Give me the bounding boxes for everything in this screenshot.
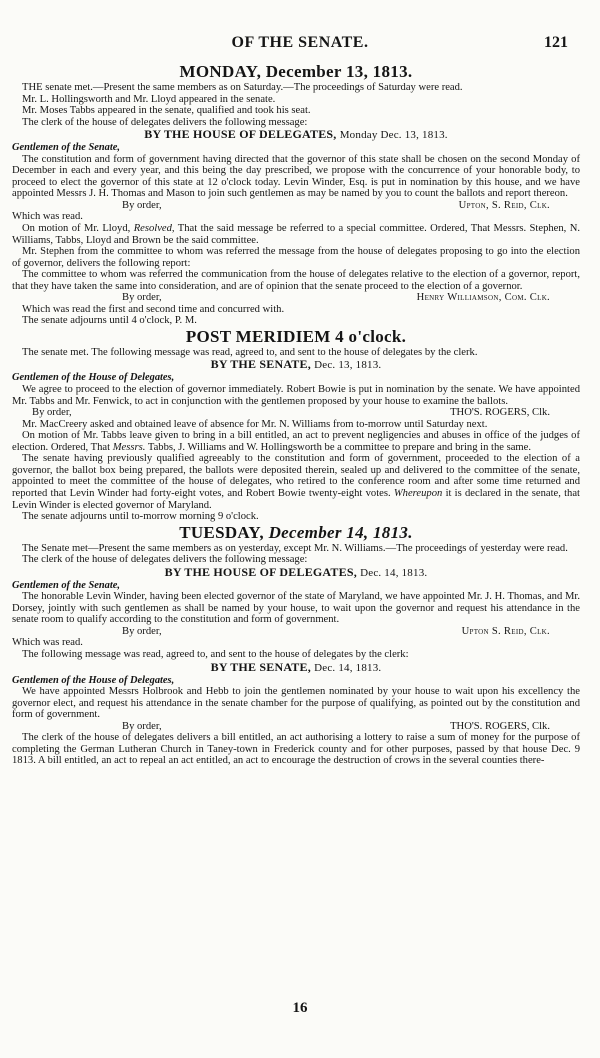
report-signature: By order, Henry Williamson, Com. Clk. [122, 292, 550, 304]
running-title: OF THE SENATE. [231, 34, 369, 51]
day-heading-monday [12, 63, 580, 81]
paragraph: Which was read. [12, 211, 83, 223]
paragraph: The senate having previously qualified agreeably to the constitution and form of government, proceeded to the election of a governor, the ballot box being prepared, the ballots were deposited therein, sealed up and delivered to the committee of the senate, appointed to meet the committee of the house of delegates, who retired to the conference room and after some time returned and reported that Levin Winder had forty-eight votes, and Robert Bowie twenty-eight votes. Whereupon it is declared in the senate, that Levin Winder is elected governor of Maryland. [12, 453, 581, 511]
paragraph: On motion of Mr. Tabbs leave given to bring in a bill entitled, an act to prevent negligencies and abuses in office of the judges of election. Ordered, That Messrs. Tabbs, J. Williams and W. Hollingsworth be a committee to prepare and bring in the same. [12, 430, 580, 453]
message-signature: By order, Upton, S. Reid, Clk. [122, 199, 550, 211]
message-body: We agree to proceed to the election of governor immediately. Robert Bowie is put in nomination by the senate. We have appointed Mr. Tabbs and Mr. Fenwick, to act in conjunction with the gentlemen proposed by your house to examine the ballots. [12, 384, 580, 407]
message-salutation: Gentlemen of the House of Delegates, [12, 372, 175, 384]
message-body: We have appointed Messrs Holbrook and Hebb to join the gentlemen nominated by your house to wait upon his excellency the governor elect, and request his attendance in the senate chamber for the purpose of qualifying, as pointed out by the constitution and form of government. [12, 686, 580, 721]
paragraph: Mr. MacCreery asked and obtained leave of absence for Mr. N. Williams from to-morrow until Saturday next. [22, 418, 488, 430]
day-date: December 13, 1813. [265, 62, 413, 81]
journal-body [12, 62, 580, 767]
paragraph: Which was read the first and second time and concurred with. [22, 303, 285, 315]
paragraph: On motion of Mr. Lloyd, Resolved, That the said message be referred to a special committee. Ordered, That Messrs. Stephen, N. Williams, Tabbs, Lloyd and Brown be the said committee. [12, 223, 580, 246]
paragraph: The clerk of the house of delegates delivers the following message: [22, 554, 308, 566]
message-heading: BY THE HOUSE OF DELEGATES, Dec. 14, 1813. [164, 564, 428, 579]
paragraph: Mr. L. Hollingsworth and Mr. Lloyd appeared in the senate. [22, 93, 276, 105]
message-signature: By order, Upton S. Reid, Clk. [122, 625, 550, 637]
paragraph: The senate met. The following message was read, agreed to, and sent to the house of delegates by the clerk. [22, 346, 478, 358]
message-body: The constitution and form of government having directed that the governor of this state shall be chosen on the second Monday of December in each and every year, and this being the day prescribed, we propose with the concurrence of your honorable body, to proceed to elect the governor of this state at 12 o'clock today. Levin Winder, Esq. is put in nomination by this house, and we have appointed Messrs J. H. Thomas and Mason to join such gentlemen as may be named by you to count the ballots and report thereon. [12, 153, 580, 200]
day-name: TUESDAY, [179, 522, 264, 542]
message-salutation: Gentlemen of the Senate, [12, 579, 120, 591]
message-salutation: Gentlemen of the Senate, [12, 142, 120, 154]
message-heading: BY THE HOUSE OF DELEGATES, Monday Dec. 13, 1813. [144, 127, 448, 142]
day-heading-tuesday [12, 524, 580, 542]
message-signature: By order, THO'S. ROGERS, Clk. [122, 720, 550, 732]
day-name: MONDAY, [179, 62, 262, 81]
signature-mark: 16 [292, 1000, 308, 1016]
paragraph: The clerk of the house of delegates delivers the following message: [22, 116, 308, 128]
message-heading: BY THE SENATE, Dec. 13, 1813. [210, 357, 382, 372]
paragraph: Mr. Moses Tabbs appeared in the senate, qualified and took his seat. [22, 105, 311, 117]
message-body: The honorable Levin Winder, having been elected governor of the state of Maryland, we have appointed Mr. J. H. Thomas, and Mr. Dorsey, jointly with such gentlemen as shall be named by your house, to wait upon the governor and request his attendance in the senate room to qualify according to the constitution and form of government. [12, 591, 580, 626]
paragraph: The senate adjourns until to-morrow morning 9 o'clock. [22, 511, 259, 523]
paragraph: The senate adjourns until 4 o'clock, P. M. [22, 315, 197, 327]
day-date: December 14, 1813. [268, 522, 413, 542]
message-heading: BY THE SENATE, Dec. 14, 1813. [210, 659, 382, 674]
session-heading-post-meridiem: POST MERIDIEM 4 o'clock. [185, 326, 407, 346]
paragraph: The clerk of the house of delegates delivers a bill entitled, an act authorising a lottery to raise a sum of money for the purpose of completing the German Lutheran Church in Taney-town in Frederick county and for other purposes, passed by that house Dec. 9 1813. A bill entitled, an act to repeal an act entitled, an act to encourage the destruction of crows in the several counties there- [12, 732, 580, 767]
paragraph: THE senate met.—Present the same members as on Saturday.—The proceedings of Saturday were read. [22, 82, 463, 93]
message-signature: By order, THO'S. ROGERS, Clk. [32, 407, 550, 419]
paragraph: The following message was read, agreed to, and sent to the house of delegates by the clerk: [22, 648, 409, 660]
committee-report: The committee to whom was referred the communication from the house of delegates relative to the election of a governor, report, that they have taken the same into consideration, and are of opinion that the senate proceed to the election of a governor. [12, 269, 580, 292]
paragraph: Mr. Stephen from the committee to whom was referred the message from the house of delegates proposing to go into the election of governor, delivers the following report: [12, 246, 580, 269]
page-number: 121 [544, 34, 568, 51]
message-salutation: Gentlemen of the House of Delegates, [12, 674, 175, 686]
paragraph: The Senate met—Present the same members as on yesterday, except Mr. N. Williams.—The proceedings of yesterday were read. [22, 542, 568, 554]
paragraph: Which was read. [12, 637, 83, 649]
page-header [0, 34, 600, 54]
